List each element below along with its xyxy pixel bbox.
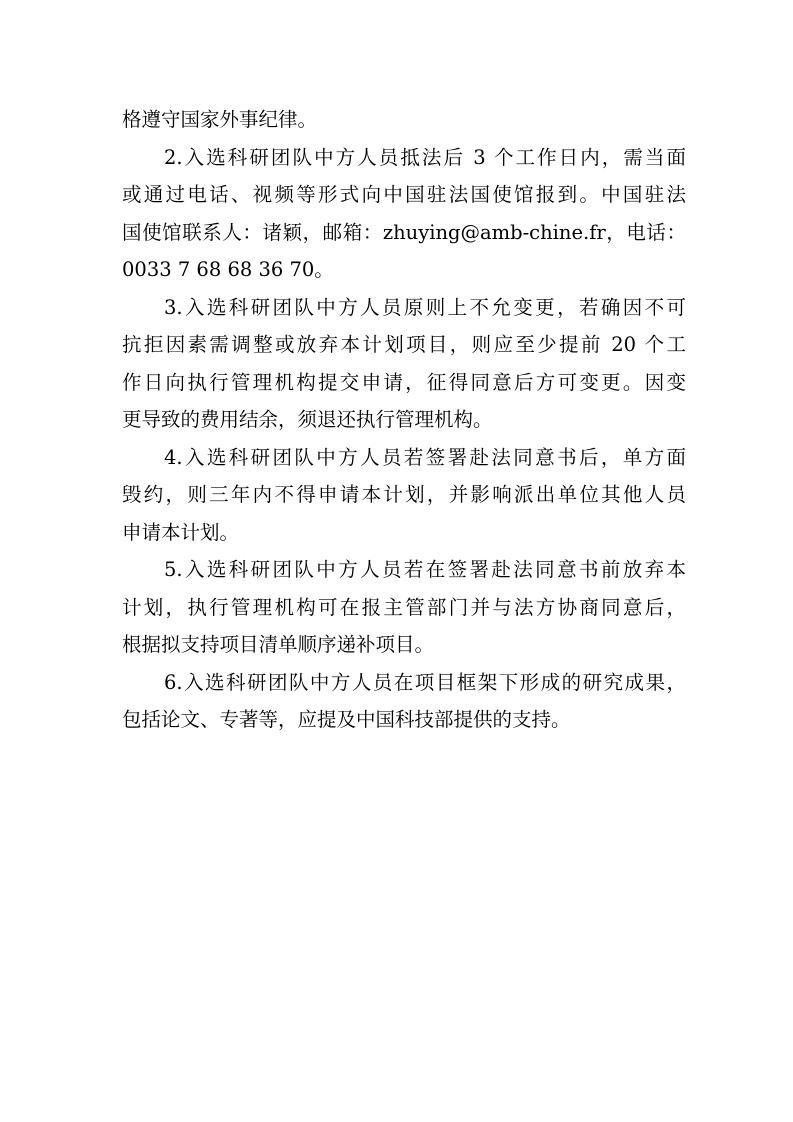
text-line: 国使馆联系人：诸颖，邮箱：zhuying@amb-chine.fr，电话： [122,220,686,244]
text-line: 作日向执行管理机构提交申请，征得同意后方可变更。因变 [122,370,686,394]
text-line: 5.入选科研团队中方人员若在签署赴法同意书前放弃本 [164,558,686,581]
text-line: 格遵守国家外事纪律。 [122,108,318,131]
text-line: 更导致的费用结余，须退还执行管理机构。 [122,408,493,431]
text-line: 2.入选科研团队中方人员抵法后 3 个工作日内，需当面 [164,145,686,169]
text-line: 或通过电话、视频等形式向中国驻法国使馆报到。中国驻法 [122,183,686,206]
text-line: 毁约，则三年内不得申请本计划，并影响派出单位其他人员 [122,483,686,506]
text-line: 0033 7 68 68 36 70。 [122,258,334,281]
text-line: 计划，执行管理机构可在报主管部门并与法方协商同意后， [122,595,686,619]
text-line: 根据拟支持项目清单顺序递补项目。 [122,633,435,656]
text-line: 3.入选科研团队中方人员原则上不允变更，若确因不可 [164,295,686,319]
text-line: 6.入选科研团队中方人员在项目框架下形成的研究成果， [164,670,686,694]
text-line: 包括论文、专著等，应提及中国科技部提供的支持。 [122,708,571,731]
text-line: 申请本计划。 [122,520,240,544]
text-line: 4.入选科研团队中方人员若签署赴法同意书后，单方面 [164,445,686,469]
document-body [122,101,686,739]
text-line: 抗拒因素需调整或放弃本计划项目，则应至少提前 20 个工 [122,333,686,356]
